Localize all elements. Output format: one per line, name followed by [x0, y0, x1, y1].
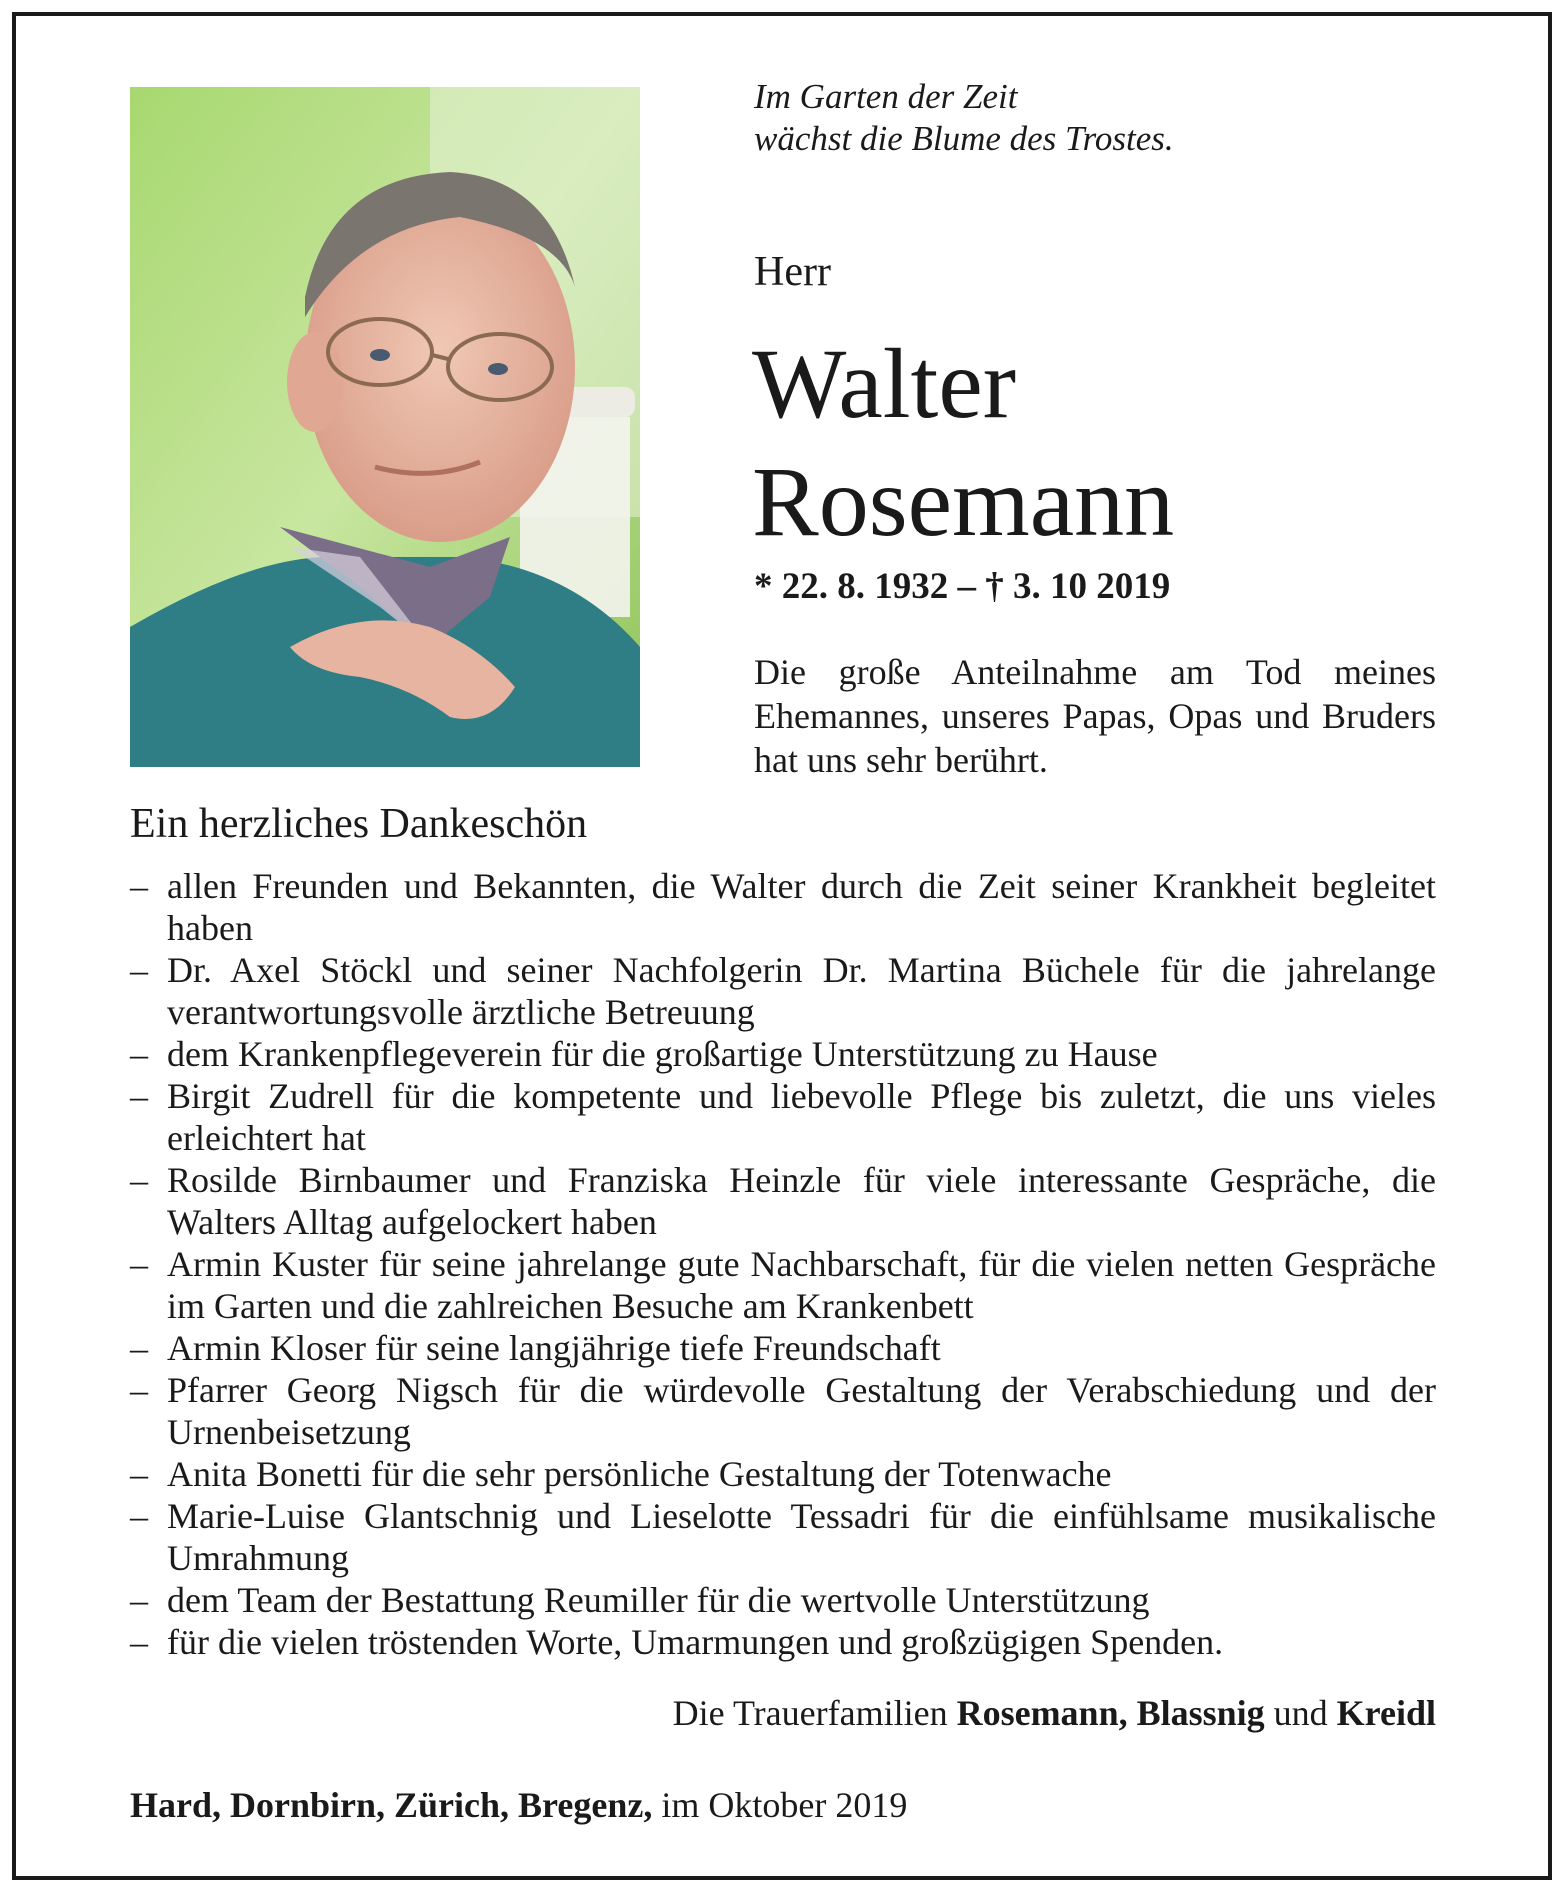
list-item-text: allen Freunden und Bekannten, die Walter durch die Zeit seiner Krankheit begleitet haben — [167, 866, 1436, 948]
list-item-text: Dr. Axel Stöckl und seiner Nachfolgerin Dr. Martina Büchele für die jahrelange verantwortungsvolle ärztliche Betreuung — [167, 950, 1436, 1032]
list-item — [130, 1369, 1436, 1453]
dash: – — [130, 1244, 148, 1284]
mourning-families — [673, 1692, 1436, 1734]
thanks-heading: Ein herzliches Dankeschön — [130, 801, 588, 847]
list-item-text: Pfarrer Georg Nigsch für die würdevolle Gestaltung der Verabschiedung und der Urnenbeisetzung — [167, 1370, 1436, 1452]
life-dates: * 22. 8. 1932 – † 3. 10 2019 — [754, 566, 1171, 607]
list-item-text: Armin Kloser für seine langjährige tiefe Freundschaft — [167, 1328, 941, 1368]
dash: – — [130, 1454, 148, 1494]
list-item-text: dem Team der Bestattung Reumiller für die wertvolle Unterstützung — [167, 1580, 1150, 1620]
quote-line-1: Im Garten der Zeit — [754, 77, 1018, 116]
dash: – — [130, 950, 148, 990]
list-item-text: Armin Kuster für seine jahrelange gute Nachbarschaft, für die vielen netten Gespräche im Garten und die zahlreichen Besuche am Krankenbett — [167, 1244, 1436, 1326]
last-name: Rosemann — [752, 446, 1175, 557]
list-item — [130, 1033, 1436, 1075]
quote — [754, 76, 1174, 160]
dash: – — [130, 866, 148, 906]
deceased-name — [752, 325, 1174, 561]
list-item — [130, 1327, 1436, 1369]
list-item — [130, 865, 1436, 949]
dash: – — [130, 1370, 148, 1410]
list-item — [130, 1243, 1436, 1327]
list-item — [130, 1159, 1436, 1243]
place-date: im Oktober 2019 — [661, 1785, 908, 1825]
dash: – — [130, 1328, 148, 1368]
families-prefix: Die Trauerfamilien — [672, 1693, 948, 1733]
dash: – — [130, 1496, 148, 1536]
dash: – — [130, 1034, 148, 1074]
place-cities: Hard, Dornbirn, Zürich, Bregenz, — [130, 1785, 653, 1825]
list-item — [130, 1495, 1436, 1579]
list-item — [130, 949, 1436, 1033]
portrait-photo — [130, 87, 640, 767]
list-item-text: für die vielen tröstenden Worte, Umarmungen und großzügigen Spenden. — [167, 1622, 1224, 1662]
families-connector: und — [1273, 1693, 1328, 1733]
list-item — [130, 1453, 1436, 1495]
salutation: Herr — [754, 249, 831, 295]
dash: – — [130, 1622, 148, 1662]
list-item-text: dem Krankenpflegeverein für die großartige Unterstützung zu Hause — [167, 1034, 1158, 1074]
list-item — [130, 1579, 1436, 1621]
list-item-text: Birgit Zudrell für die kompetente und liebevolle Pflege bis zuletzt, die uns vieles erleichtert hat — [167, 1076, 1436, 1158]
intro-text: Die große Anteilnahme am Tod meines Ehemannes, unseres Papas, Opas und Bruders hat uns sehr berührt. — [754, 652, 1436, 780]
quote-line-2: wächst die Blume des Trostes. — [754, 119, 1174, 158]
thanks-list — [130, 865, 1436, 1663]
first-name: Walter — [752, 328, 1017, 439]
list-item-text: Anita Bonetti für die sehr persönliche Gestaltung der Totenwache — [167, 1454, 1112, 1494]
list-item — [130, 1621, 1436, 1663]
dash: – — [130, 1580, 148, 1620]
families-name-2: Kreidl — [1336, 1693, 1436, 1733]
list-item-text: Marie-Luise Glantschnig und Lieselotte Tessadri für die einfühlsame musikalische Umrahmung — [167, 1496, 1436, 1578]
list-item — [130, 1075, 1436, 1159]
dash: – — [130, 1076, 148, 1116]
place-and-date — [130, 1784, 907, 1826]
list-item-text: Rosilde Birnbaumer und Franziska Heinzle für viele interessante Gespräche, die Walters Alltag aufgelockert haben — [167, 1160, 1436, 1242]
families-name-1: Rosemann, Blassnig — [956, 1693, 1265, 1733]
dash: – — [130, 1160, 148, 1200]
